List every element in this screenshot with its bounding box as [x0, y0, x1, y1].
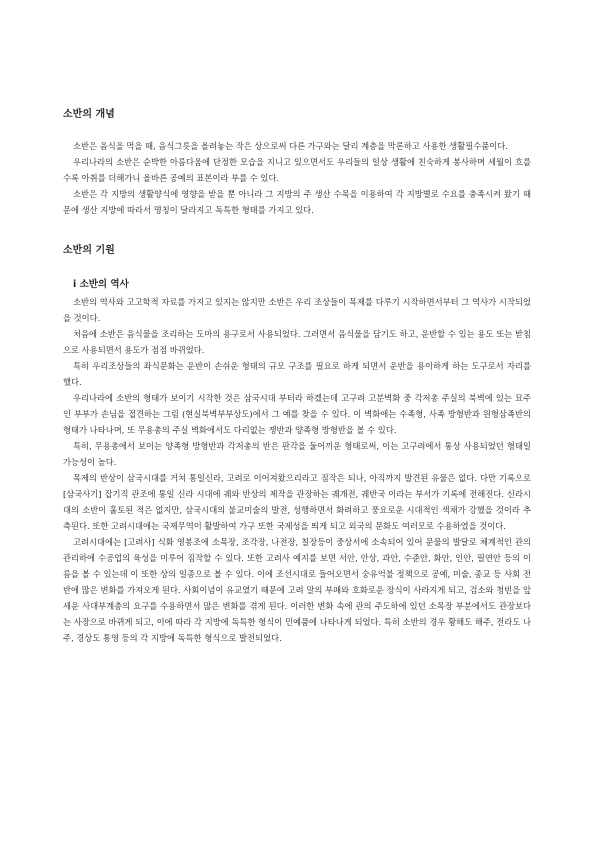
section-title-concept: 소반의 개념	[63, 109, 115, 120]
paragraph: 소반은 각 지방의 생활양식에 영향을 받을 뿐 아니라 그 지방의 주 생산 수목을 이용하여 각 지방별로 수요를 충족시켜 왔기 때문에 생산 지방에 따라서 명칭이 달라지고 독특한 형태를 가지고 있다.	[63, 189, 531, 215]
subsection-title-history: ⅰ 소반의 역사	[73, 279, 129, 290]
paragraph: 소반의 역사와 고고학적 자료를 가지고 있지는 않지만 소반은 우리 조상들이 목제를 다루기 시작하면서부터 그 역사가 시작되었을 것이다.	[63, 297, 531, 323]
section-title-origin: 소반의 기원	[63, 245, 115, 256]
paragraph: 특히, 무용총에서 보이는 양족형 방형반과 각저총의 반은 판각을 둘어끼운 형태로써, 이는 고구려에서 통상 사용되었던 형태일 가능성이 높다.	[63, 441, 531, 467]
paragraph: 우리나라에 소반의 형태가 보이기 시작한 것은 삼국시대 부터라 하겠는데 고구려 고분벽화 중 각저총 주실의 북벽에 있는 묘주인 부부가 손님을 접견하는 그림 (현실북벽부부상도)에서 그 예를 찾을 수 있다. 이 벽화에는 수족형, 사족 방형반과 원형삼족반의 형태가 나타나며, 또 무용총의 주실 벽화에서도 다리없는 쟁반과 양족형 방형반을 볼 수 있다.	[63, 393, 531, 435]
paragraph: 처음에 소반은 음식물을 조리하는 도마의 용구로서 사용되었다. 그러면서 음식물을 담기도 하고, 운반할 수 있는 용도 또는 받침으로 사용되면서 용도가 점점 바뀌었다.	[63, 329, 531, 355]
document-body	[63, 108, 531, 646]
paragraph: 특히 우리조상들의 좌식문화는 운반이 손쉬운 형태의 규모 구조를 필요로 하게 되면서 운반을 용이하게 하는 도구로서 자리를 했다.	[63, 361, 531, 387]
paragraph: 우리나라의 소반은 순박한 아름다움에 단정한 모습을 지니고 있으면서도 우리들의 일상 생활에 친숙하게 봉사하며 세월이 흐를수록 아취를 더해가니 올바른 공예의 표본이라 부를 수 있다.	[63, 157, 531, 183]
paragraph: 소반은 음식을 먹을 때, 음식그릇을 올려놓는 작은 상으로써 다른 가구와는 달리 계층을 막론하고 사용한 생활필수품이다.	[73, 141, 508, 151]
paragraph: 목제의 반상이 삼국시대를 거쳐 통일신라, 고려로 이어져왔으리라고 짐작은 되나, 아직까지 발견된 유물은 없다. 다만 기록으로 [삼국사기] 잡기직 관조에 통일 신라 시대에 궤와 반상의 제작을 관장하는 궤개전, 궤반국 이라는 부서가 기록에 전해진다. 신라시대의 소반이 훌토된 적은 없지만, 삼국시대의 불교미술의 발전, 성행하면서 화려하고 풍요로운 시대적인 색채가 강했을 것이라 추측된다. 또한 고려시대에는 국제무역이 활발하여 가구 또한 국제성을 띄게 되고 외국의 문화도 여러모로 수용하였을 것이다.	[63, 473, 531, 531]
paragraph: 고려시대에는 [고려사] 식화 영봉조에 소목장, 조각장, 나전장, 칠장등이 중상서에 소속되어 있어 문물의 발달로 체계적인 관의 관리하에 수공업의 육성을 미루어 짐작할 수 있다. 또한 고려사 예지를 보면 서안, 안상, 과안, 수준안, 화안, 인안, 필연안 등의 이름을 볼 수 있는데 이 또한 상의 일종으로 볼 수 있다. 이에 조선시대로 들어오면서 숭유억불 정책으로 공예, 미술, 종교 등 사회 전반에 많은 변화를 가져오게 된다. 사회이념이 유교였기 때문에 고려 말의 부패와 호화로운 장식이 사라지게 되고, 검소와 청빈을 앞세운 사대부계층의 요구를 수용하면서 많은 변화를 겪게 된다. 이러한 변화 속에 관의 주도하에 있던 소목장 부분에서도 관장보다는 사장으로 바뀌게 되고, 이에 따라 각 지방에 독특한 형식이 민예품에 나타나게 되었다. 특히 소반의 경우 황해도 해주, 전라도 나주, 경상도 통영 등의 각 지방에 독특한 형식으로 발전되었다.	[63, 537, 531, 643]
